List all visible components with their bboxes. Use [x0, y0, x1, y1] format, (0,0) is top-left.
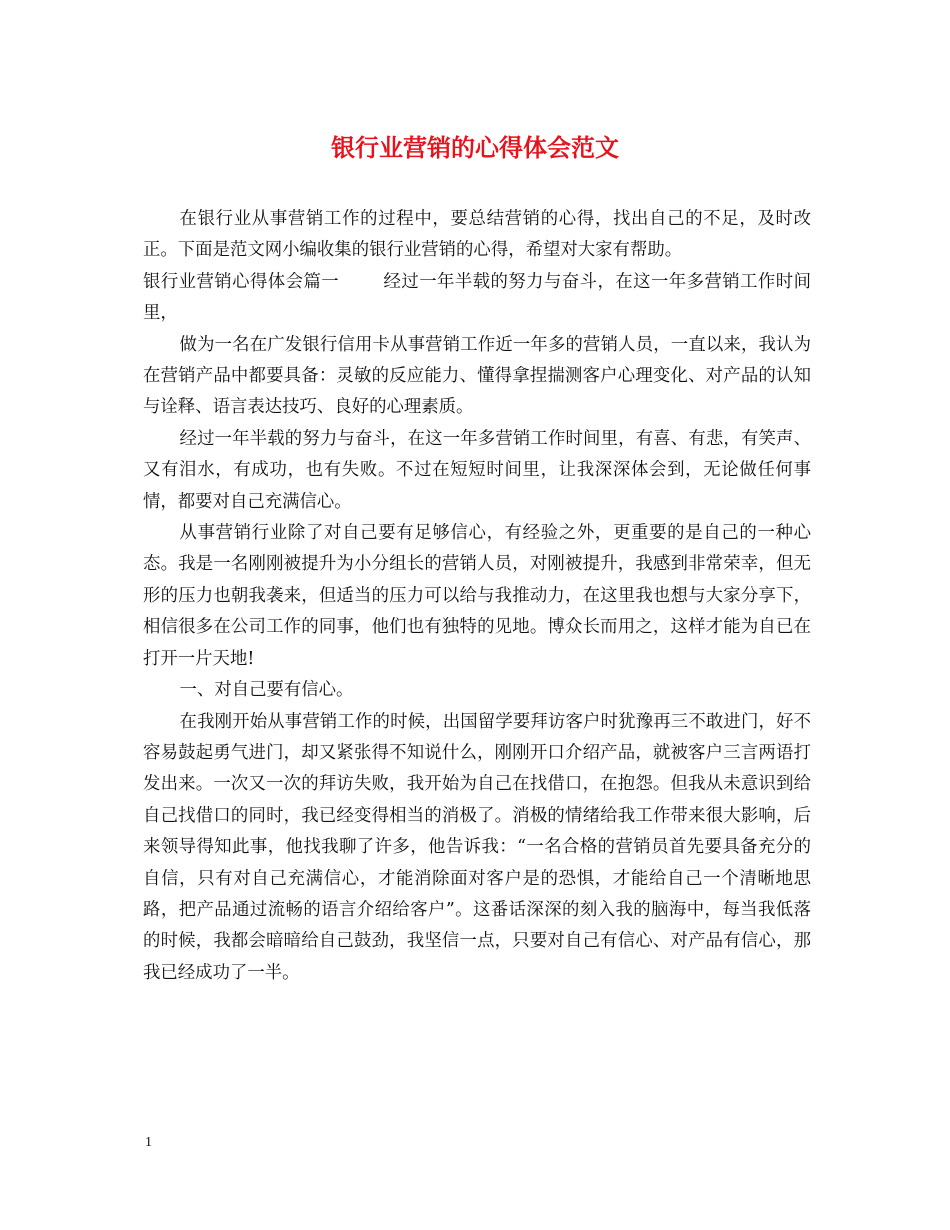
intro-paragraph: 在银行业从事营销工作的过程中，要总结营销的心得，找出自己的不足，及时改正。下面是范文网小编收集的银行业营销的心得，希望对大家有帮助。: [143, 209, 811, 261]
section-heading-label: 银行业营销心得体会篇一: [143, 271, 340, 292]
paragraph-4: 在我刚开始从事营销工作的时候，出国留学要拜访客户时犹豫再三不敢进门，好不容易鼓起勇气进门，却又紧张得不知说什么，刚刚开口介绍产品，就被客户三言两语打发出来。一次又一次的拜访失败，我开始为自己在找借口，在抱怨。但我从未意识到给自己找借口的同时，我已经变得相当的消极了。消极的情绪给我工作带来很大影响，后来领导得知此事，他找我聊了许多，他告诉我：“一名合格的营销员首先要具备充分的自信，只有对自己充满信心，才能消除面对客户是的恐惧，才能给自己一个清晰地思路，把产品通过流畅的语言介绍给客户”。这番话深深的刻入我的脑海中，每当我低落的时候，我都会暗暗给自己鼓劲，我坚信一点，只要对自己有信心、对产品有信心，那我已经成功了一半。: [143, 711, 811, 983]
paragraph-2: 经过一年半载的努力与奋斗，在这一年多营销工作时间里，有喜、有悲，有笑声、又有泪水，有成功，也有失败。不过在短短时间里，让我深深体会到，无论做任何事情，都要对自己充满信心。: [143, 428, 811, 512]
page-number: 1: [145, 1135, 152, 1150]
section-heading: [143, 267, 811, 330]
document-title: 银行业营销的心得体会范文: [331, 134, 619, 162]
paragraph-3: 从事营销行业除了对自己要有足够信心，有经验之外，更重要的是自己的一种心态。我是一名刚刚被提升为小分组长的营销人员，对刚被提升，我感到非常荣幸，但无形的压力也朝我袭来，但适当的压力可以给与我推动力，在这里我也想与大家分享下，相信很多在公司工作的同事，他们也有独特的见地。博众长而用之，这样才能为自已在打开一片天地!: [143, 523, 811, 669]
section-heading-text: 经过一年半载的努力与奋斗，在这一年多营销工作时间里，: [143, 271, 811, 324]
document-body: [143, 204, 811, 989]
paragraph-1: 做为一名在广发银行信用卡从事营销工作近一年多的营销人员，一直以来，我认为在营销产品中都要具备：灵敏的反应能力、懂得拿捏揣测客户心理变化、对产品的认知与诠释、语言表达技巧、良好的心理素质。: [143, 334, 811, 418]
subheading-confidence: 一、对自己要有信心。: [179, 680, 354, 701]
